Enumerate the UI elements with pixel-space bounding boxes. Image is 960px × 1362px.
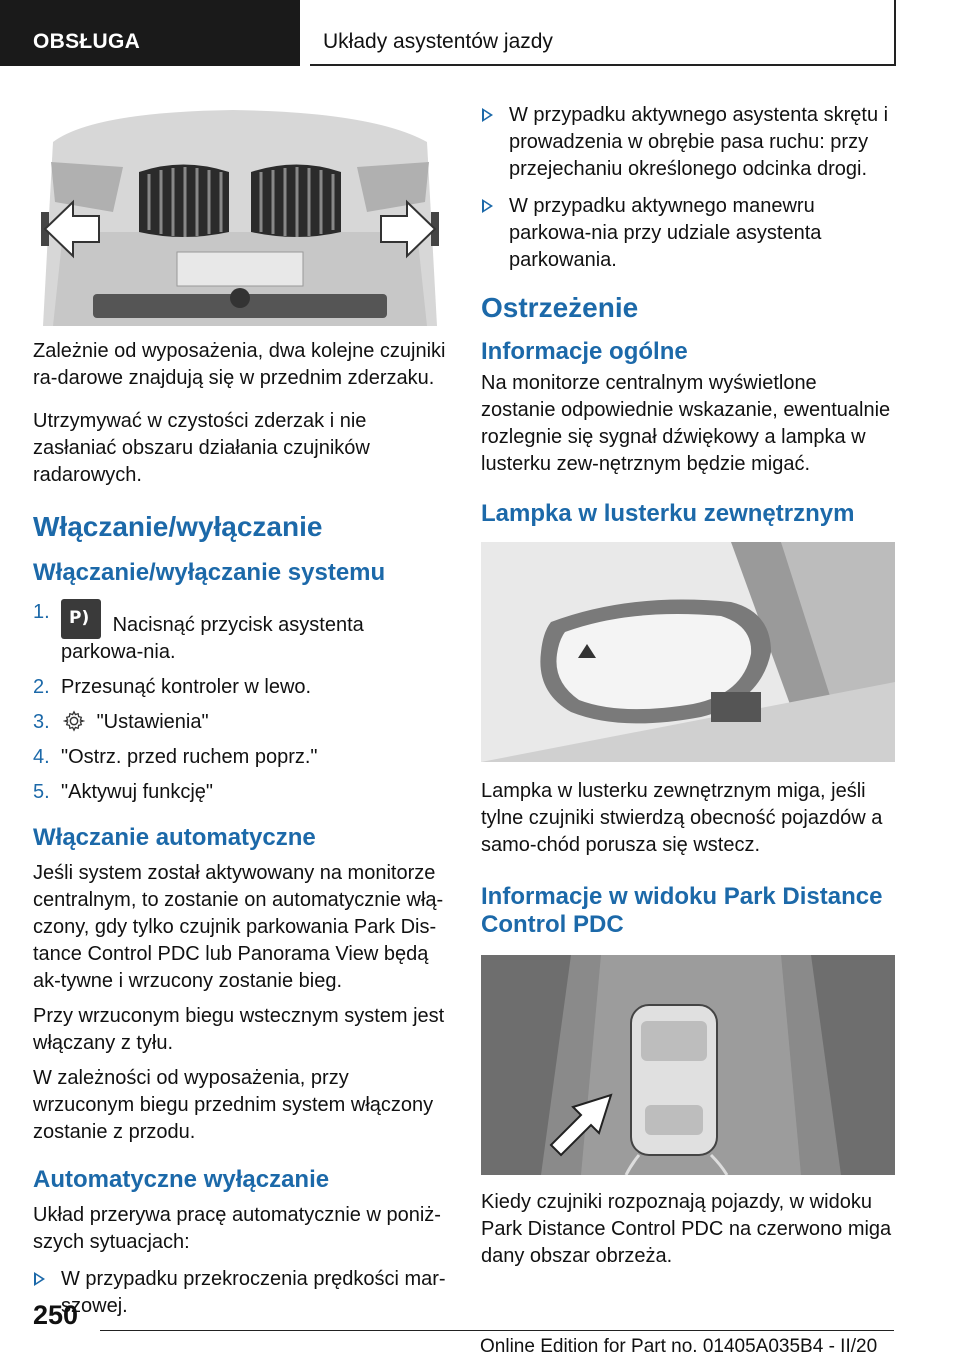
heading-warning: Ostrzeżenie	[481, 292, 639, 323]
triangle-bullet-icon	[34, 1272, 45, 1286]
list-item: W przypadku aktywnego asystenta skrętu i prowadzenia w obrębie pasa ruchu: przy przejechaniu określonego odcinka drogi.	[481, 102, 895, 183]
heading-auto-on: Włączanie automatyczne	[33, 824, 316, 851]
step-4: 4. "Ostrz. przed ruchem poprz."	[33, 746, 318, 768]
heading-on-off-system: Włączanie/wyłączanie systemu	[33, 559, 386, 586]
side-mirror-illustration	[481, 542, 895, 762]
auto-on-paragraph-1: Jeśli system został aktywowany na monitorze centralnym, to zostanie on automatycznie włą-czony, gdy tylko czujnik parkowania Park Dis-tance Control PDC lub Panorama View będą ak-tywne i wrzucony zostanie bieg.	[33, 862, 444, 992]
auto-off-list-continued	[481, 102, 895, 274]
mirror-lamp-paragraph: Lampka w lusterku zewnętrznym miga, jeśli tylne czujniki stwierdzą obecność pojazdów a samo-chód porusza się wstecz.	[481, 780, 883, 856]
pdc-view-figure	[481, 955, 895, 1175]
intro-paragraph-1: Zależnie od wyposażenia, dwa kolejne czujniki ra-darowe znajdują się w przednim zderzaku.	[33, 340, 446, 389]
heading-auto-off: Automatyczne wyłączanie	[33, 1166, 330, 1193]
step-5: 5. "Aktywuj funkcję"	[33, 781, 214, 803]
step-3: 3. "Ustawienia"	[33, 711, 209, 733]
section-tab	[0, 0, 300, 66]
step-2: 2. Przesunąć kontroler w lewo.	[33, 676, 312, 698]
general-info-paragraph: Na monitorze centralnym wyświetlone zostanie odpowiednie wskazanie, ewentualnie rozlegnie się sygnał dźwiękowy a lampka w lusterku zew-nętrznym będzie migać.	[481, 372, 891, 475]
step-1: 1. P) Nacisnąć przycisk asystenta parkowa-nia.	[33, 601, 364, 663]
list-item: W przypadku aktywnego manewru parkowa-nia przy udziale asystenta parkowania.	[481, 193, 895, 274]
page-header	[0, 0, 960, 66]
auto-on-paragraph-3: W zależności od wyposażenia, przy wrzuconym biegu przednim system włączony zostanie z przodu.	[33, 1067, 434, 1143]
pdc-display-illustration	[481, 955, 895, 1175]
mirror-lamp-figure	[481, 542, 895, 762]
triangle-bullet-icon	[482, 108, 493, 122]
footer-divider	[100, 1330, 894, 1331]
chapter-title: Układy asystentów jazdy	[323, 30, 553, 53]
parking-assistant-button-icon: P)	[61, 599, 101, 639]
intro-paragraph-2: Utrzymywać w czystości zderzak i nie zasłaniać obszaru działania czujników radarowych.	[33, 410, 370, 486]
left-column	[33, 102, 447, 1330]
chapter-tab	[310, 0, 896, 66]
car-front-illustration	[33, 102, 447, 326]
edition-info: Online Edition for Part no. 01405A035B4 - II/20	[480, 1336, 878, 1357]
auto-off-list	[33, 1266, 447, 1320]
auto-off-paragraph: Układ przerywa pracę automatycznie w poniż-szych sytuacjach:	[33, 1204, 441, 1253]
section-title: OBSŁUGA	[33, 30, 141, 53]
auto-on-paragraph-2: Przy wrzuconym biegu wstecznym system jest włączany z tyłu.	[33, 1005, 445, 1054]
right-column	[481, 102, 895, 1286]
page-number: 250	[33, 1300, 79, 1330]
heading-on-off: Włączanie/wyłączanie	[33, 511, 323, 542]
list-item: W przypadku przekroczenia prędkości mar-szowej.	[33, 1266, 447, 1320]
front-bumper-figure	[33, 102, 447, 326]
activation-steps	[33, 599, 447, 806]
heading-pdc-view: Informacje w widoku Park Distance Control PDC	[481, 883, 883, 938]
gear-icon	[63, 710, 85, 732]
pdc-view-paragraph: Kiedy czujniki rozpoznają pojazdy, w widoku Park Distance Control PDC na czerwono miga dany obszar obrzeża.	[481, 1191, 892, 1267]
triangle-bullet-icon	[482, 199, 493, 213]
heading-general-info: Informacje ogólne	[481, 338, 688, 365]
heading-mirror-lamp: Lampka w lusterku zewnętrznym	[481, 500, 855, 527]
